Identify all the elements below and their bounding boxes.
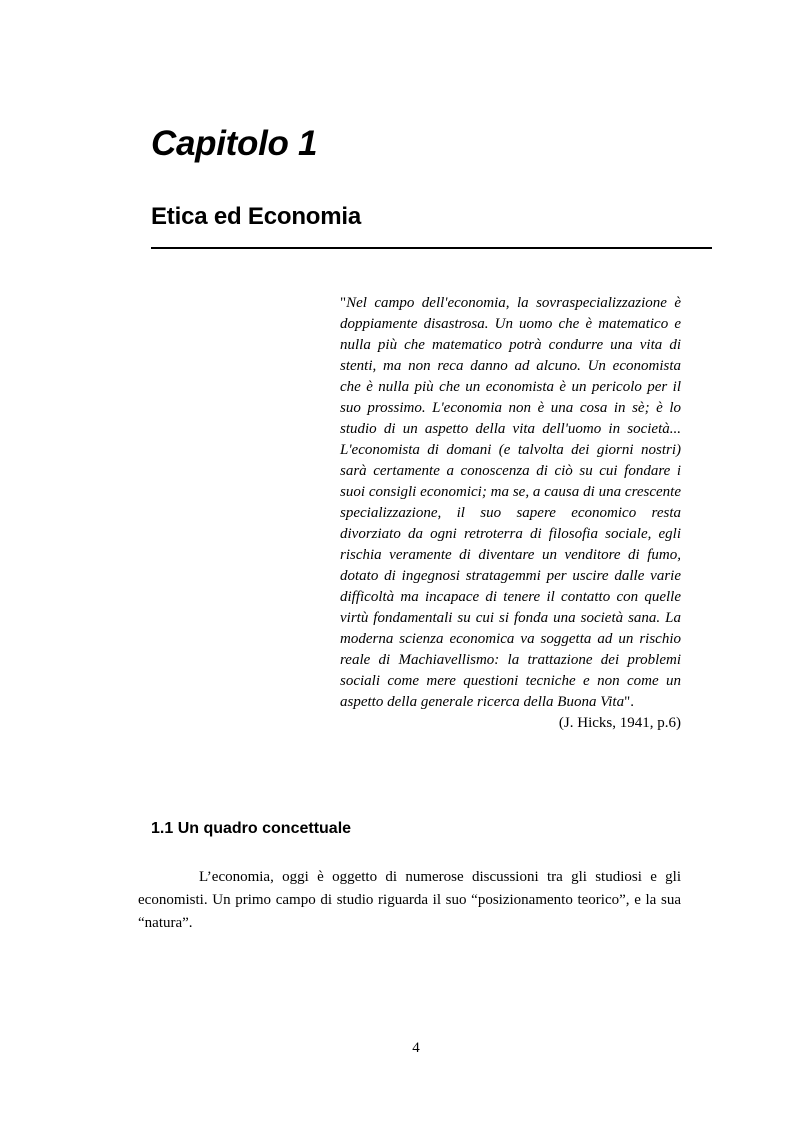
epigraph-close-quote: ". — [624, 694, 634, 710]
epigraph — [340, 293, 681, 734]
title-rule — [151, 247, 712, 249]
epigraph-quote-body: Nel campo dell'economia, la sovraspecializzazione è doppiamente disastrosa. Un uomo che è matematico e nulla più che matematico potrà condurre una vita di stenti, ma non reca danno ad alcuno. Un economista che è nulla più che un economista è un pericolo per il suo prossimo. L'economia non è una cosa in sè; è lo studio di un aspetto della vita dell'uomo in società... L'economista di domani (e talvolta dei giorni nostri) sarà certamente a conoscenza di ciò su cui fondare i suoi consigli economici; ma se, a causa di una crescente specializzazione, il suo sapere economico resta divorziato da ogni retroterra di filosofia sociale, egli rischia veramente di diventare un venditore di fumo, dotato di ingegnosi stratagemmi per uscire dalle varie difficoltà ma incapace di tenere il contatto con quelle virtù fondamentali su cui si fonda una società sana. La moderna scienza economica va soggetta ad un rischio reale di Machiavellismo: la trattazione dei problemi sociali come mere questioni tecniche e non come un aspetto della generale ricerca della Buona Vita — [340, 295, 681, 710]
epigraph-open-quote: " — [340, 295, 347, 311]
section-heading: 1.1 Un quadro concettuale — [151, 820, 352, 837]
epigraph-text — [340, 293, 681, 713]
page-number: 4 — [412, 1040, 420, 1056]
epigraph-source: (J. Hicks, 1941, p.6) — [558, 715, 681, 731]
chapter-label: Capitolo 1 — [151, 124, 318, 163]
chapter-title: Etica ed Economia — [151, 203, 361, 230]
body-paragraph: L’economia, oggi è oggetto di numerose discussioni tra gli studiosi e gli economisti. Un primo campo di studio riguarda il suo “posizionamento teorico”, e la sua “natura”. — [138, 869, 681, 931]
